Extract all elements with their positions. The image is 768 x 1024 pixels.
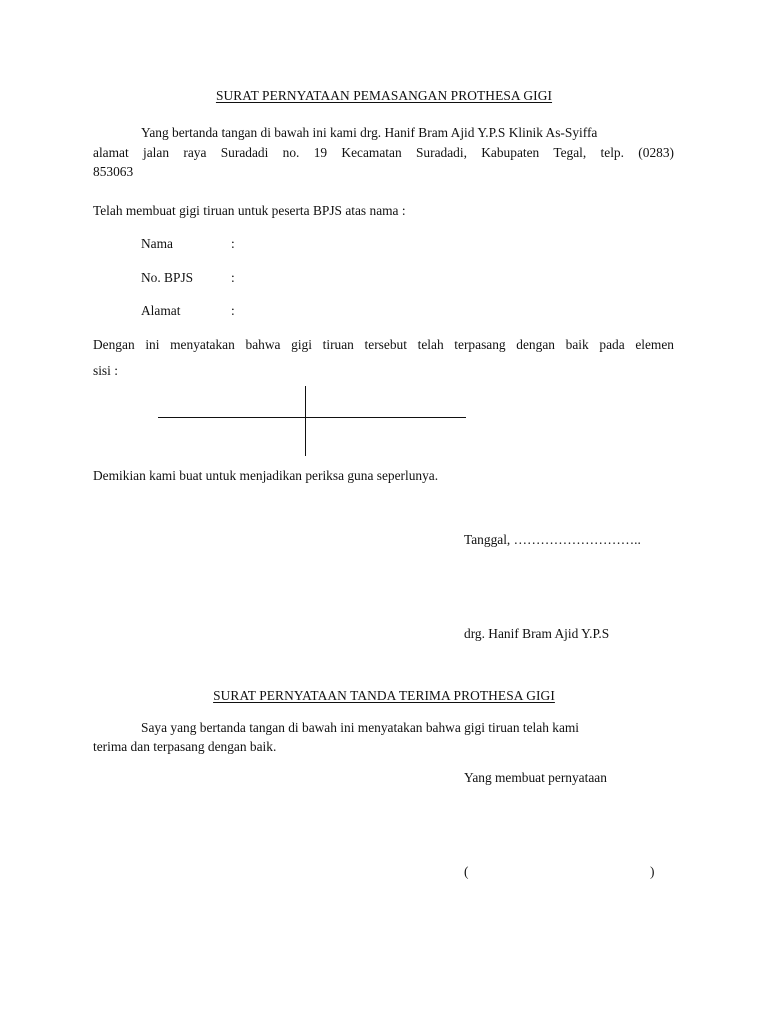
declaration-line-1: Dengan ini menyatakan bahwa gigi tiruan tersebut telah terpasang dengan baik pada elemen: [93, 337, 674, 352]
declaration-line-2: sisi :: [93, 363, 118, 378]
signature-close-paren: ): [650, 864, 655, 879]
field-label-nama: Nama: [141, 236, 173, 251]
date-label: Tanggal, ………………………..: [464, 532, 641, 547]
field-colon-alamat: :: [231, 303, 235, 318]
field-label-no-bpjs: No. BPJS: [141, 270, 194, 285]
field-label-alamat: Alamat: [141, 303, 181, 318]
maker-label: Yang membuat pernyataan: [464, 770, 607, 785]
statement-title: SURAT PERNYATAAN PEMASANGAN PROTHESA GIGI: [215, 88, 553, 103]
tooth-chart-horizontal-line: [158, 417, 466, 418]
signatory-name: drg. Hanif Bram Ajid Y.P.S: [464, 626, 610, 641]
receipt-body-line-1: Saya yang bertanda tangan di bawah ini menyatakan bahwa gigi tiruan telah kami: [141, 720, 580, 735]
receipt-body-line-2: terima dan terpasang dengan baik.: [93, 739, 277, 754]
intro-line-1: Yang bertanda tangan di bawah ini kami drg. Hanif Bram Ajid Y.P.S Klinik As-Syiffa: [141, 125, 598, 140]
field-colon-no-bpjs: :: [231, 270, 235, 285]
signature-open-paren: (: [464, 864, 469, 879]
intro-line-3: 853063: [93, 164, 134, 179]
made-for-text: Telah membuat gigi tiruan untuk peserta BPJS atas nama :: [93, 203, 406, 218]
field-colon-nama: :: [231, 236, 235, 251]
receipt-title: SURAT PERNYATAAN TANDA TERIMA PROTHESA GIGI: [213, 688, 555, 703]
intro-line-2: alamat jalan raya Suradadi no. 19 Kecamatan Suradadi, Kabupaten Tegal, telp. (0283): [93, 145, 674, 160]
tooth-chart-vertical-line: [305, 386, 306, 456]
closing-text: Demikian kami buat untuk menjadikan periksa guna seperlunya.: [93, 468, 439, 483]
